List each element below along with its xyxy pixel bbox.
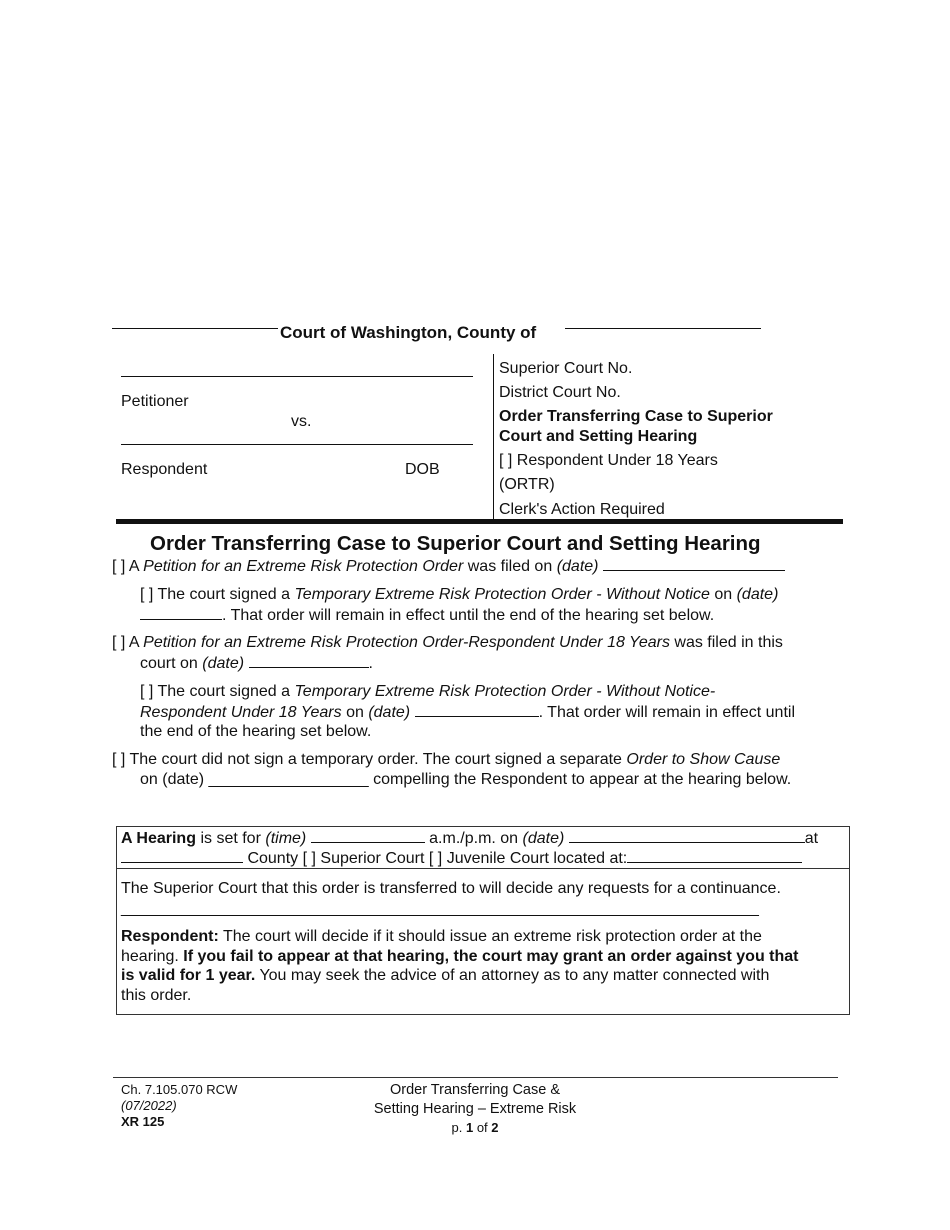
continuance-note: The Superior Court that this order is transferred to will decide any requests for a continuance. [121, 880, 781, 897]
item-petition-under18: [ ] A Petition for an Extreme Risk Protection Order-Respondent Under 18 Years was filed in this [112, 634, 783, 651]
vs-label: vs. [291, 413, 312, 430]
under18-option [499, 451, 718, 471]
petitioner-name-blank[interactable] [121, 376, 473, 377]
form-code: (ORTR) [499, 476, 555, 493]
item-temp-order-under18: [ ] The court signed a Temporary Extreme Risk Protection Order - Without Notice- [140, 683, 716, 700]
item-petition-under18-line2: court on (date) . [140, 655, 373, 672]
under18-checkbox[interactable]: [ ] [499, 452, 513, 469]
footer-title [330, 1081, 620, 1136]
under18-label: Respondent Under 18 Years [516, 452, 718, 469]
respondent-name-blank[interactable] [121, 444, 473, 445]
page-title: Order Transferring Case to Superior Court and Setting Hearing [150, 532, 761, 555]
item-temp-order-under18-line2: Respondent Under 18 Years on (date) . That order will remain in effect until [140, 704, 795, 721]
clerk-action: Clerk's Action Required [499, 501, 665, 518]
petitioner-label: Petitioner [121, 393, 189, 410]
footer-form-no: XR 125 [121, 1114, 165, 1129]
date-blank[interactable] [415, 702, 539, 717]
dob-label: DOB [405, 461, 440, 478]
court-title: Court of Washington, County of [280, 323, 537, 342]
respondent-notice-1: Respondent: The court will decide if it should issue an extreme risk protection order at the [121, 928, 762, 945]
respondent-notice-4: this order. [121, 987, 192, 1004]
juvenile-court-checkbox[interactable]: [ ] [428, 850, 443, 867]
respondent-label: Respondent [121, 461, 208, 478]
district-court-no: District Court No. [499, 384, 621, 401]
hearing-line1: A Hearing is set for (time) a.m./p.m. on (date) at [121, 830, 819, 847]
item-no-temp-order-line2: on (date) __________________ compelling the Respondent to appear at the hearing below. [140, 771, 792, 788]
item-no-temp-order: [ ] The court did not sign a temporary order. The court signed a separate Order to Show Cause [112, 751, 781, 768]
checkbox[interactable]: [ ] [112, 634, 126, 651]
continuance-underscores: __________________________________________________________________________ [121, 900, 759, 917]
respondent-notice-2: hearing. If you fail to appear at that hearing, the court may grant an order against you that [121, 948, 799, 965]
footer-rule [113, 1077, 838, 1078]
footer-title-line2: Setting Hearing – Extreme Risk [373, 1101, 577, 1117]
county-blank[interactable] [121, 848, 243, 863]
superior-court-no: Superior Court No. [499, 360, 633, 377]
doc-title-line2: Court and Setting Hearing [499, 428, 698, 445]
checkbox[interactable]: [ ] [140, 586, 154, 603]
checkbox[interactable]: [ ] [112, 751, 126, 768]
page-number: p. 1 of 2 [451, 1120, 499, 1135]
superior-court-checkbox[interactable]: [ ] [302, 850, 316, 867]
checkbox[interactable]: [ ] [140, 683, 154, 700]
item-petition-filed: [ ] A Petition for an Extreme Risk Protection Order was filed on (date) [112, 556, 785, 577]
footer-revision: (07/2022) [121, 1098, 177, 1113]
footer-title-line1: Order Transferring Case & [389, 1082, 561, 1098]
hearing-date-blank[interactable] [569, 828, 805, 843]
hearing-divider [116, 868, 850, 869]
item-temp-order-line2: . That order will remain in effect until the end of the hearing set below. [140, 605, 714, 626]
date-blank[interactable] [249, 653, 369, 668]
hearing-line2: County [ ] Superior Court [ ] Juvenile Court located at: [121, 848, 802, 869]
county-blank[interactable] [112, 328, 278, 329]
date-blank[interactable] [603, 556, 785, 571]
item-temp-order-signed: [ ] The court signed a Temporary Extreme Risk Protection Order - Without Notice on (date) [140, 586, 779, 603]
date-blank[interactable] [140, 605, 222, 620]
item-temp-order-under18-line3: the end of the hearing set below. [140, 723, 372, 740]
footer-statute: Ch. 7.105.070 RCW [121, 1082, 238, 1097]
caption-divider [493, 354, 494, 522]
caption-rule [116, 519, 843, 524]
doc-title-line1: Order Transferring Case to Superior [499, 408, 773, 425]
location-blank[interactable] [627, 848, 802, 863]
time-blank[interactable] [311, 828, 425, 843]
checkbox[interactable]: [ ] [112, 558, 126, 575]
county-name-blank[interactable] [565, 328, 761, 329]
respondent-notice-3: is valid for 1 year. You may seek the advice of an attorney as to any matter connected with [121, 967, 770, 984]
